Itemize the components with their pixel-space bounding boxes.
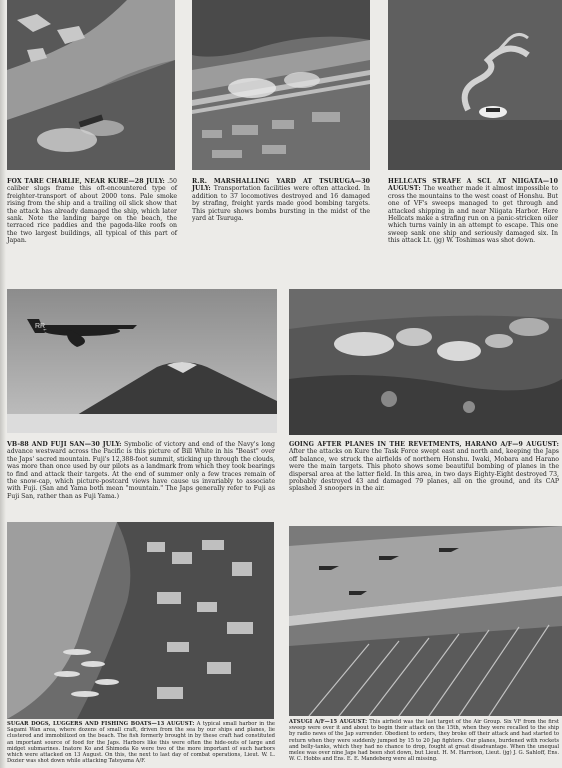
sagami-title: SUGAR DOGS, LUGGERS AND FISHING BOATS—13 AUGUST: (7, 721, 195, 727)
atsugi-body: This airfield was the last target of the Air Group. Six VF from the first sweep were over it and about to begin their attack on the 15th, when they were recalled to the ship by radio news of the Jap surrender. Obedient to orders, they broke off their attack and had started to return when they were suddenly jumped by 15 to 20 Jap fighters. Our planes, burdened with rockets and belly-tanks, which they had no chance to drop, fought at great disadvantage. When the unequal melee was over nine Japs had been shot down, but Lieut. H. M. Harrison, Lieut. (jg) J. G. Sahloff, Ens. W. C. Hobbs and Ens. E. E. Mandeberg were all missing. (289, 719, 559, 763)
tsuruga-photo (192, 0, 370, 170)
harano-body: After the attacks on Kure the Task Force swept east and north and, keeping the Japs off balance, we struck the airfields of northern Honshu. Iwaki, Mobara and Harano were the main targets. This photo shows some beautiful bombing of planes in the dispersal area at the latter field. In this area, in two days Eighty-Eight destroyed 73, probably destroyed 43 and damaged 79 planes, all on the ground, and its CAP splashed 3 snoopers in the air. (289, 448, 559, 493)
tsuruga-caption (192, 178, 370, 222)
page-spine-shadow (0, 0, 6, 768)
niigata-caption (388, 178, 558, 245)
niigata-body: The weather made it almost impossible to cross the mountains to the west coast of Honshu. But one of VF's sweeps managed to get through and attacked shipping in and near Niigata Harbor. Here Hellcats make a strafing run on a panic-stricken oiler which turns vainly in an attempt to escape. This one sweep sank one ship and seriously damaged six. In this attack Lt. (jg) W. Toshimas was shot down. (388, 185, 559, 245)
niigata-photo (388, 0, 562, 170)
atsugi-title: ATSUGI A/F—15 AUGUST: (289, 719, 368, 725)
sagami-photo (7, 522, 274, 719)
kure-caption (7, 178, 177, 245)
sagami-body: A typical small harbor in the Sagami Wan area, where dozens of small craft, driven from the sea by our ships and planes, lie clustered and immobilized on the beach. The fish formerly brought in by these craft had constituted an important source of food for the Japs. Harbors like this were often the hide-outs of large and midget submarines. Inatore Ko and Shimoda Ko were two of the more important of such harbors which were attacked on 13 August. On this, the next to last day of combat operations, Lieut. W. L. Dozier was shot down while attacking Tateyama A/F. (7, 721, 275, 765)
harano-photo (289, 289, 562, 435)
kure-title: FOX TARE CHARLIE, NEAR KURE—28 JULY: (7, 178, 165, 185)
tsuruga-title: R.R. MARSHALLING YARD AT TSURUGA—30 JULY: (192, 178, 370, 193)
fuji-body: Symbolic of victory and end of the Navy's long advance westward across the Pacific is this picture of Bill White in his "Beast" over the Japs' sacred mountain. Fuji's 12,388-foot summit, sticking up through the clouds, was more than once used by our pilots as a landmark from which they took bearings to find and attack their targets. At the end of summer only a few traces remain of the snow-cap, which picture-postcard views have cause us invariably to associate with Fuji. (San and Yama both mean "mountain." The Japs generally refer to Fuji as Fuji San, rather than as Fuji Yama.) (7, 441, 275, 500)
atsugi-photo (289, 526, 562, 716)
fuji-title: VB-88 AND FUJI SAN—30 JULY: (7, 441, 122, 448)
harano-caption (289, 441, 559, 493)
sagami-caption (7, 721, 275, 764)
kure-body: .50 caliber slugs frame this oft-encountered type of freighter-transport of about 2000 tons. Pale smoke rising from the ship and a trailing oil slick show that the attack has already damaged the ship, which later sank. Note the landing barge on the beach, the terraced rice paddies and the pagoda-like roofs on the two largest buildings, all typical of this part of Japan. (7, 178, 177, 245)
fuji-caption (7, 441, 275, 500)
fuji-photo (7, 289, 277, 433)
tsuruga-body: Transportation facilities were often attacked. In addition to 37 locomotives destroyed and 16 damaged by strafing, freight yards made good bombing targets. This picture shows bombs bursting in the midst of the yard at Tsuruga. (192, 185, 370, 223)
atsugi-caption (289, 719, 559, 762)
plane-marking-text: RR (35, 323, 46, 330)
harano-title: GOING AFTER PLANES IN THE REVETMENTS, HARANO A/F—9 AUGUST: (289, 441, 559, 448)
niigata-title: HELLCATS STRAFE A SCL AT NIIGATA—10 AUGUST: (388, 178, 558, 193)
kure-photo (7, 0, 175, 170)
